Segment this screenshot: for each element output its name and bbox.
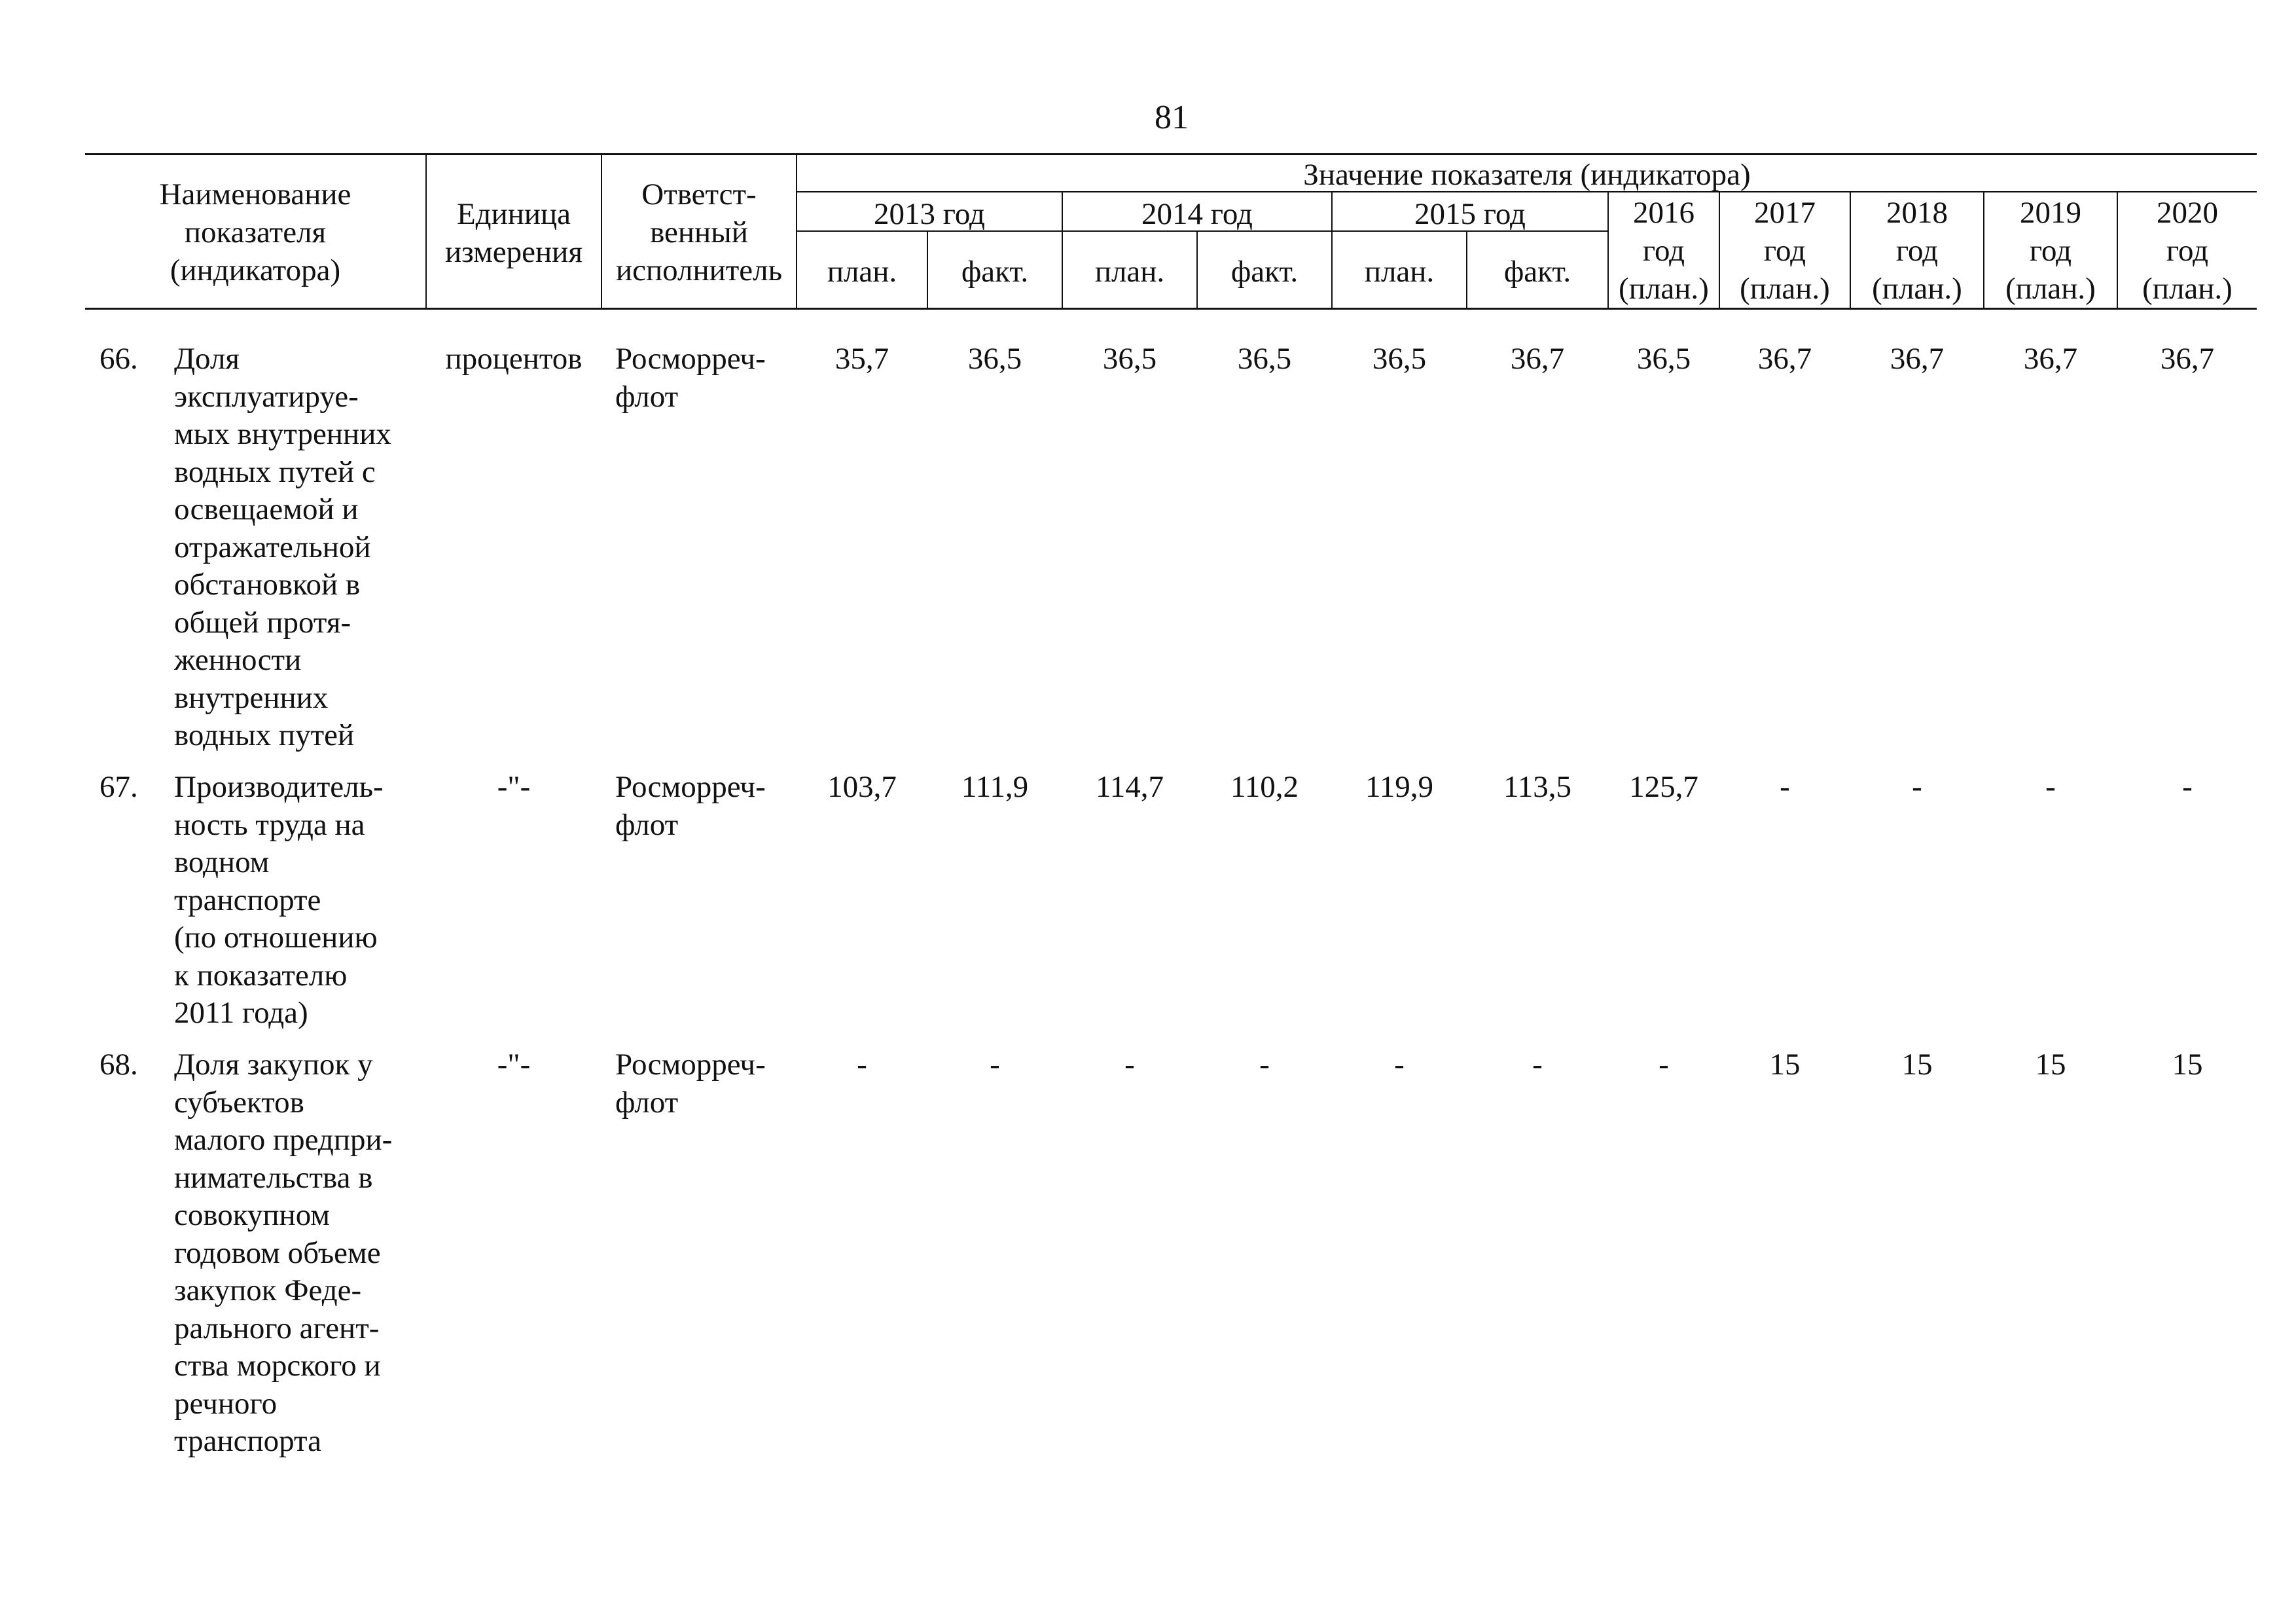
responsible: Росморреч- флот [615,770,766,842]
header-fact: факт. [961,255,1029,289]
value-2019-plan: 15 [2035,1048,2066,1082]
unit: -"- [497,1048,531,1082]
unit: процентов [445,342,583,376]
value-2013-fact: - [990,1048,1000,1082]
table-header-bottom-border [85,308,2257,310]
value-2014-plan: 36,5 [1102,342,1157,376]
indicator-name: Доля закупок у субъектов малого предпри- нимательства в совокупном годовом объеме закупок Феде- рального агент- ства морского и речного транспорта [174,1048,393,1458]
value-2014-fact: 36,5 [1237,342,1292,376]
value-2016-plan: 36,5 [1636,342,1691,376]
header-responsible: Ответст- венный исполнитель [615,177,783,287]
table-top-border [85,153,2257,155]
value-2015-plan: 119,9 [1365,770,1433,804]
value-2014-fact: 110,2 [1230,770,1299,804]
value-2016-plan: - [1659,1048,1669,1082]
header-fact: факт. [1230,255,1299,289]
value-2013-plan: 103,7 [827,770,897,804]
value-2015-fact: 113,5 [1503,770,1571,804]
header-plan: план. [1364,255,1435,289]
unit: -"- [497,770,531,804]
value-2020-plan: - [2182,770,2193,804]
value-2019-plan: 36,7 [2023,342,2078,376]
header-year-2013: 2013 год [874,197,985,231]
value-2014-plan: 114,7 [1095,770,1164,804]
header-year-2015: 2015 год [1414,197,1526,231]
value-2013-plan: - [857,1048,867,1082]
header-name: Наименование показателя (индикатора) [159,177,351,287]
responsible: Росморреч- флот [615,342,766,414]
indicator-name: Производитель- ность труда на водном транспорте (по отношению к показателю 2011 года) [174,770,384,1030]
header-plan: план. [827,255,897,289]
value-2013-plan: 35,7 [834,342,889,376]
value-2016-plan: 125,7 [1629,770,1698,804]
row-number: 66. [99,342,138,376]
value-2020-plan: 36,7 [2160,342,2215,376]
header-fact: факт. [1503,255,1571,289]
value-2015-plan: - [1394,1048,1405,1082]
value-2018-plan: - [1912,770,1922,804]
value-2017-plan: 15 [1769,1048,1801,1082]
header-year-2020: 2020 год (план.) [2142,196,2233,306]
header-year-2014: 2014 год [1141,197,1253,231]
value-2014-plan: - [1124,1048,1135,1082]
value-2017-plan: - [1780,770,1790,804]
value-2015-plan: 36,5 [1372,342,1427,376]
value-2013-fact: 36,5 [967,342,1022,376]
header-year-2017: 2017 год (план.) [1740,196,1830,306]
value-2015-fact: - [1532,1048,1543,1082]
value-2018-plan: 36,7 [1890,342,1945,376]
value-2018-plan: 15 [1901,1048,1933,1082]
value-2017-plan: 36,7 [1757,342,1812,376]
row-number: 68. [99,1048,138,1082]
header-year-2019: 2019 год (план.) [2005,196,2096,306]
header-unit: Единица измерения [445,197,583,269]
row-number: 67. [99,770,138,804]
header-values-group: Значение показателя (индикатора) [1303,158,1751,192]
value-2013-fact: 111,9 [961,770,1029,804]
value-2014-fact: - [1259,1048,1270,1082]
header-year-2018: 2018 год (план.) [1872,196,1962,306]
responsible: Росморреч- флот [615,1048,766,1120]
page-number: 81 [1155,99,1189,136]
header-year-2016: 2016 год (план.) [1619,196,1709,306]
value-2020-plan: 15 [2172,1048,2203,1082]
value-2019-plan: - [2045,770,2056,804]
indicator-name: Доля эксплуатируе- мых внутренних водных путей с освещаемой и отражательной обстановкой в общей протя- женности внутренних водных путей [174,342,391,752]
header-plan: план. [1094,255,1165,289]
value-2015-fact: 36,7 [1510,342,1565,376]
